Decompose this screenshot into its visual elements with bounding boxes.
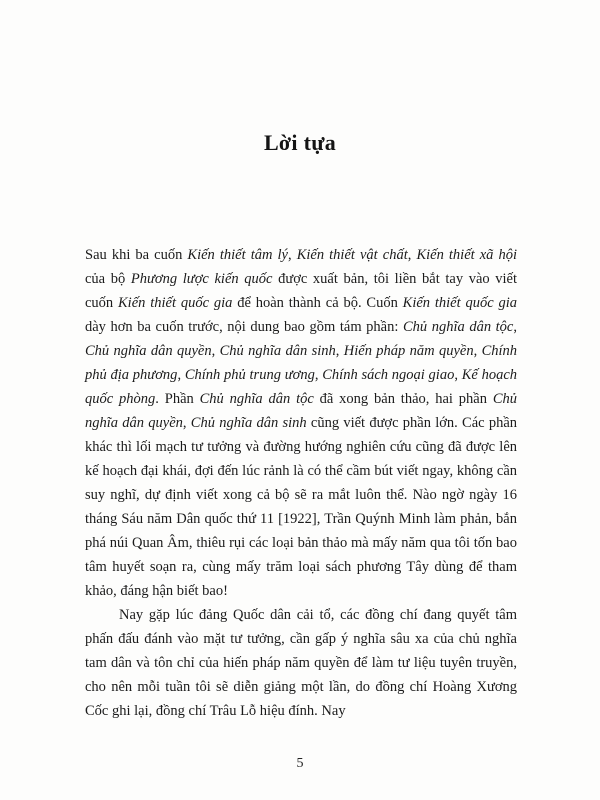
text-run: , <box>288 247 297 263</box>
book-title-run: Chủ nghĩa dân sinh <box>190 415 307 431</box>
book-title-run: Chính sách ngoại giao <box>322 367 455 383</box>
book-title-run: Kế hoạch quốc phòng <box>85 367 518 407</box>
book-title-run: Kiến thiết quốc gia <box>118 295 233 311</box>
book-title-run: Phương lược kiến quốc <box>130 271 273 287</box>
book-title-run: Kiến thiết xã hội <box>416 247 518 263</box>
book-title-run: Chính phủ trung ương <box>184 367 315 383</box>
page-number: 5 <box>296 756 304 771</box>
book-title-run: Hiến pháp năm quyền <box>343 343 474 359</box>
text-run: Nay gặp lúc đảng Quốc dân cải tổ, các đồng chí đang quyết tâm phấn đấu đánh vào mặt tư tưởng, cần gấp ý nghĩa sâu xa của chủ nghĩa tam dân và tôn chỉ của hiến pháp năm quyền để làm tư liệu tuyên truyền, cho nên mỗi tuần tôi sẽ diễn giảng một lần, do đồng chí Hoàng Xương Cốc ghi lại, đồng chí Trâu Lỗ hiệu đính. Nay <box>85 607 517 719</box>
text-run: dày hơn ba cuốn trước, nội dung bao gồm tám phần: <box>85 319 403 335</box>
paragraph <box>85 603 517 723</box>
text-run: , <box>211 343 220 359</box>
book-title-run: Kiến thiết quốc gia <box>402 295 518 311</box>
text-run: , <box>454 367 462 383</box>
text-run: , <box>177 367 185 383</box>
text-run: , <box>473 343 482 359</box>
paragraph <box>85 243 517 603</box>
text-run: , <box>314 367 323 383</box>
text-run: cũng viết được phần lớn. Các phần khác thì lối mạch tư tưởng và đường hướng nghiên cứu cũng đã được lên kế hoạch đại khái, đợi đến lúc rảnh là có thể cầm bút viết ngay, không cần suy nghĩ, dự định viết xong cả bộ sẽ ra mắt luôn thể. Nào ngờ ngày 16 tháng Sáu năm Dân quốc thứ 11 [1922], Trần Quýnh Minh làm phản, bắn phá núi Quan Âm, thiêu rụi các loại bản thảo mà mấy năm qua tôi tốn bao tâm huyết soạn ra, cùng mấy trăm loại sách phương Tây dùng để tham khảo, đáng hận biết bao! <box>85 415 518 599</box>
text-run: , <box>335 343 344 359</box>
book-title-run: Kiến thiết tâm lý <box>187 247 288 263</box>
text-run: Sau khi ba cuốn <box>85 247 188 263</box>
book-title-run: Chính phủ địa phương <box>85 343 518 383</box>
text-run: đã xong bản thảo, hai phần <box>313 391 493 407</box>
preface-body <box>85 243 517 723</box>
text-run: của bộ <box>85 271 131 287</box>
text-run: được xuất bản, tôi liền bắt tay vào viết cuốn <box>85 271 517 311</box>
text-run: , <box>513 319 517 335</box>
book-title-run: Chủ nghĩa dân sinh <box>219 343 336 359</box>
book-title-run: Chủ nghĩa dân quyền <box>85 343 212 359</box>
text-run: để hoàn thành cả bộ. Cuốn <box>232 295 403 311</box>
text-run: , <box>182 415 191 431</box>
page-title: Lời tựa <box>263 130 337 155</box>
book-title-run: Kiến thiết vật chất <box>296 247 408 263</box>
text-run: . Phần <box>155 391 200 407</box>
book-title-run: Chủ nghĩa dân tộc <box>199 391 314 407</box>
book-title-run: Chủ nghĩa dân quyền <box>85 391 517 431</box>
text-run: , <box>407 247 417 263</box>
book-title-run: Chủ nghĩa dân tộc <box>402 319 514 335</box>
